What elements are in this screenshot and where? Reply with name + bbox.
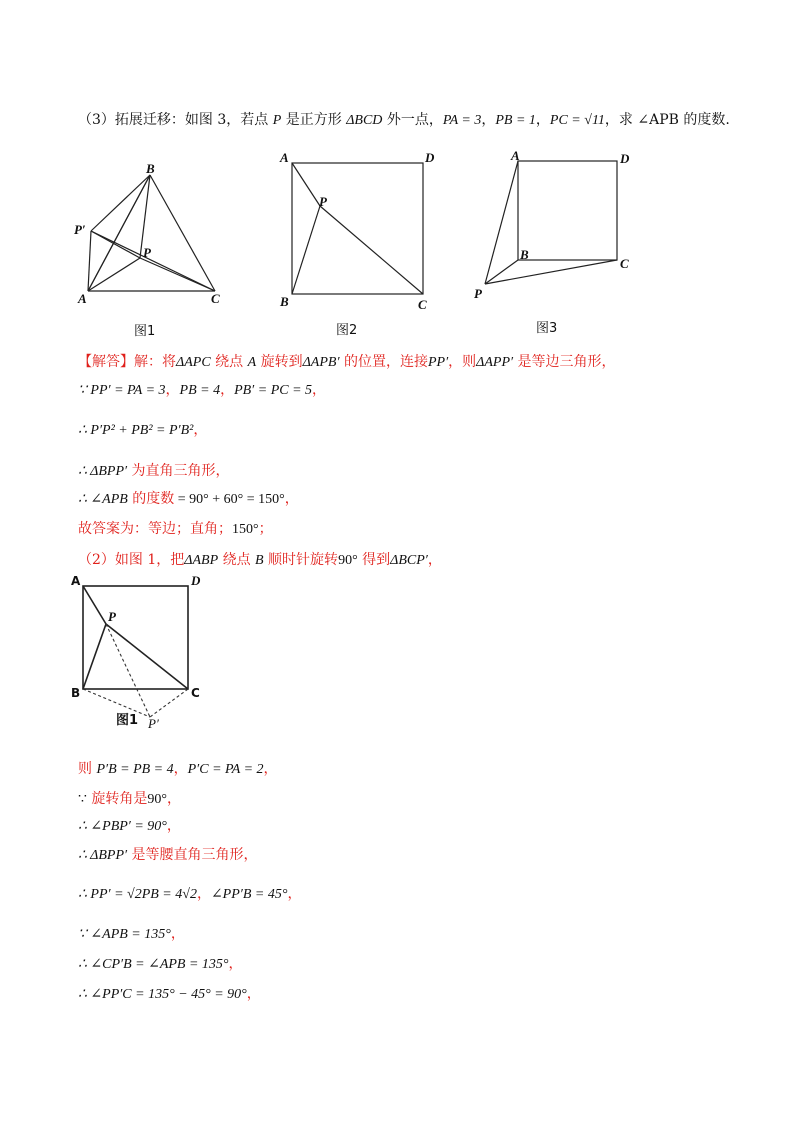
solution-text: 的度数 xyxy=(127,491,175,507)
fig1-label-pprime: P′ xyxy=(74,222,86,237)
math-expr: ∴ ∠PBP′ = 90° xyxy=(78,819,167,834)
math-expr: ΔABP xyxy=(184,553,219,568)
problem-3-statement xyxy=(78,110,730,131)
math-expr: 150° xyxy=(232,522,259,537)
separator: ， xyxy=(481,112,496,128)
solution-text: 为直角三角形， xyxy=(127,463,230,479)
solution2-line-6 xyxy=(78,924,185,945)
math-expr: PP′ xyxy=(427,355,449,370)
math-expr: ∠PP′B = 45° xyxy=(210,887,288,902)
solution-text: 绕点 xyxy=(218,552,256,568)
separator: ， xyxy=(166,818,181,834)
separator: ， xyxy=(193,422,208,438)
separator: ， xyxy=(220,382,235,398)
point-p: P xyxy=(272,113,282,128)
separator: ， xyxy=(165,382,180,398)
solution2-line-3 xyxy=(78,816,181,837)
fig3-label-p: P xyxy=(474,286,482,301)
fig2-caption: 图2 xyxy=(336,323,358,338)
solution-line-2 xyxy=(78,380,326,401)
math-expr: 90° xyxy=(147,792,167,807)
math-expr: ∵ PP′ = PA = 3 xyxy=(78,383,166,398)
square-name: ΔBCD xyxy=(346,113,383,128)
figure-1 xyxy=(70,158,250,340)
solution-line-6 xyxy=(78,519,273,540)
separator: ， xyxy=(287,886,302,902)
single-label-pprime: P′ xyxy=(148,716,159,731)
separator: ， xyxy=(263,761,278,777)
figure-1-single xyxy=(66,572,216,734)
math-expr: ∴ ∠APB xyxy=(78,492,128,507)
solution-line-5 xyxy=(78,489,299,510)
problem-3-mid: 是正方形 xyxy=(281,112,347,128)
fig1-label-b: B xyxy=(146,161,155,176)
solution-text: 的位置，连接 xyxy=(339,354,428,370)
math-expr: ∴ ∠PP′C = 135° − 45° = 90° xyxy=(78,987,247,1002)
pa-value: PA = 3 xyxy=(442,113,482,128)
solution-line-7 xyxy=(78,550,442,571)
separator: ， xyxy=(196,886,211,902)
math-expr: ΔBCP′ xyxy=(390,553,428,568)
math-expr: PB = 4 xyxy=(179,383,221,398)
separator: ； xyxy=(258,521,273,537)
single-label-a: A xyxy=(71,574,81,588)
math-expr: A xyxy=(247,355,257,370)
math-expr: = 90° + 60° = 150° xyxy=(174,492,285,507)
solution-text: 则 xyxy=(78,761,97,777)
fig1-label-c: C xyxy=(211,291,220,306)
fig2-label-p: P xyxy=(319,194,327,209)
fig2-label-c: C xyxy=(418,297,427,312)
problem-3-prefix: （3）拓展迁移：如图 3，若点 xyxy=(78,112,273,128)
math-expr: ∴ ΔBPP′ xyxy=(78,848,128,863)
separator: ， xyxy=(284,491,299,507)
math-expr: ∴ P′P² + PB² = P′B² xyxy=(78,423,194,438)
solution-text: 是等边三角形， xyxy=(513,354,616,370)
solution-line-4 xyxy=(78,461,230,482)
solution2-line-4 xyxy=(78,845,258,866)
math-expr: ∴ ∠CP′B = ∠APB = 135° xyxy=(78,957,229,972)
fig1-label-a: A xyxy=(78,291,87,306)
solution-text: （2）如图 1，把 xyxy=(78,552,185,568)
separator: ， xyxy=(173,761,188,777)
fig3-label-b: B xyxy=(520,247,529,262)
fig3-caption: 图3 xyxy=(536,321,558,336)
fig3-label-a: A xyxy=(511,148,520,163)
separator: ， xyxy=(535,112,550,128)
solution2-line-1 xyxy=(78,759,278,780)
problem-3-mid2: 外一点， xyxy=(382,112,443,128)
solution-text: 旋转到 xyxy=(256,354,303,370)
math-expr: PB′ = PC = 5 xyxy=(234,383,313,398)
pc-value: PC = √11 xyxy=(549,113,605,128)
single-label-c: C xyxy=(191,686,200,700)
solution-text: 得到 xyxy=(357,552,391,568)
single-label-p: P xyxy=(108,609,116,624)
solution-text: 是等腰直角三角形， xyxy=(127,847,258,863)
solution2-line-2 xyxy=(78,789,181,810)
solution-text: 顺时针旋转 xyxy=(263,552,339,568)
math-expr: ∴ PP′ = √2PB = 4√2 xyxy=(78,887,197,902)
solution2-line-7 xyxy=(78,954,243,975)
single-label-d: D xyxy=(191,573,201,588)
solution2-line-8 xyxy=(78,984,261,1005)
fig2-label-d: D xyxy=(425,150,435,165)
figure-2 xyxy=(272,148,442,340)
fig1-caption: 图1 xyxy=(134,324,156,339)
solution-line-3 xyxy=(78,420,207,441)
math-expr: ΔAPP′ xyxy=(476,355,514,370)
separator: ， xyxy=(246,986,261,1002)
math-expr: P′C = PA = 2 xyxy=(187,762,264,777)
separator: ， xyxy=(228,956,243,972)
fig3-label-d: D xyxy=(620,151,630,166)
solution-text: 旋转角是 xyxy=(86,791,148,807)
fig2-label-a: A xyxy=(280,150,289,165)
solution-line-1 xyxy=(78,352,616,373)
pb-value: PB = 1 xyxy=(495,113,536,128)
solution-text: 【解答】解：将 xyxy=(78,354,176,370)
problem-3-ask: ，求 ∠APB 的度数. xyxy=(604,112,730,128)
fig3-label-c: C xyxy=(620,256,629,271)
math-expr: B xyxy=(255,553,264,568)
math-expr: ∵ ∠APB = 135° xyxy=(78,927,171,942)
separator: ， xyxy=(170,926,185,942)
fig2-label-b: B xyxy=(280,294,289,309)
solution-text: ，则 xyxy=(448,354,477,370)
solution-text: 故答案为：等边；直角； xyxy=(78,521,232,537)
separator: ， xyxy=(312,382,327,398)
math-expr: ΔAPB′ xyxy=(302,355,340,370)
math-expr: ∴ ΔBPP′ xyxy=(78,464,128,479)
math-expr: ∵ xyxy=(78,792,87,807)
single-caption: 图1 xyxy=(116,713,139,728)
math-expr: ΔAPC xyxy=(176,355,211,370)
figure-3 xyxy=(468,146,648,340)
math-expr: P′B = PB = 4 xyxy=(96,762,174,777)
fig1-label-p: P xyxy=(143,245,151,260)
solution2-line-5 xyxy=(78,884,301,905)
single-label-b: B xyxy=(71,686,81,700)
math-expr: 90° xyxy=(338,553,358,568)
separator: ， xyxy=(427,552,442,568)
solution-text: 绕点 xyxy=(210,354,248,370)
separator: ， xyxy=(166,791,181,807)
